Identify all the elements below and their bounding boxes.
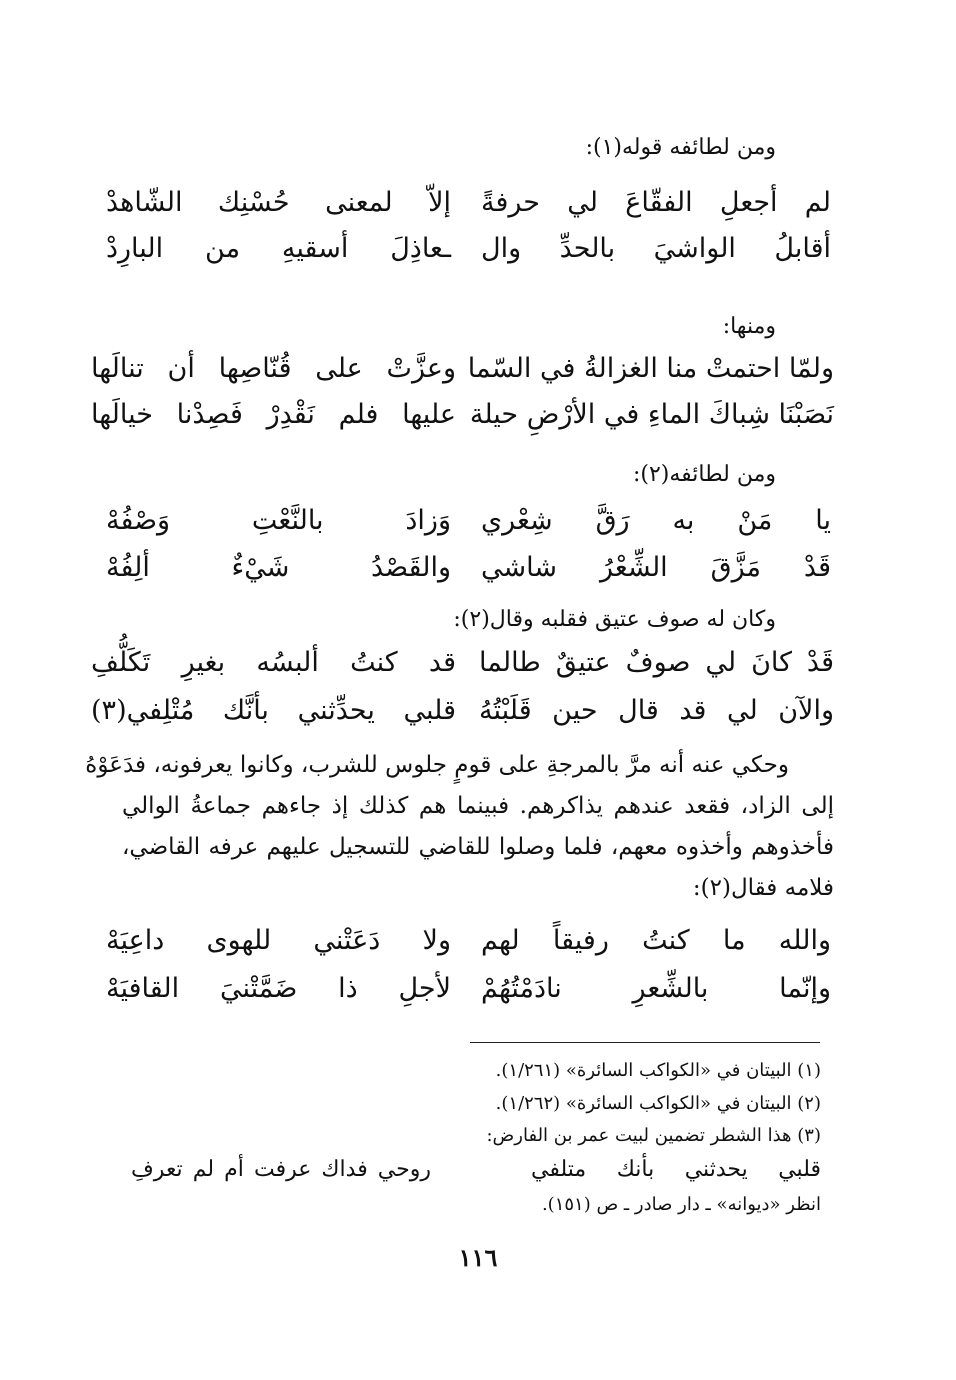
prose-line: فأخذوهم وأخذوه معهم، فلما وصلوا للقاضي للتسجيل عليهم عرفه القاضي، bbox=[122, 834, 834, 860]
verse-line bbox=[0, 346, 956, 392]
prose-line: فلامه فقال(٢): bbox=[692, 875, 834, 901]
verse-second-hemistich: قلبي يحدِّثني بأنَّك مُتْلِفي(٣) bbox=[91, 695, 456, 726]
verse-second-hemistich: قد كنتُ ألبسُه بغيرِ تَكَلُّفِ bbox=[91, 647, 456, 678]
verse-first-hemistich: قَدْ كانَ لي صوفٌ عتيقٌ طالما bbox=[479, 647, 834, 678]
prose-line: وحكي عنه أنه مرَّ بالمرجةِ على قومٍ جلوس للشرب، وكانوا يعرفونه، فدَعَوْهُ bbox=[85, 752, 789, 778]
verse-second-hemistich: ولا دَعَتْني للهوى داعِيَهْ bbox=[106, 925, 451, 956]
verse-second-hemistich: وَزادَ بالنَّعْتِ وَصْفُهْ bbox=[106, 505, 451, 536]
verse-first-hemistich: وإنّما بالشِّعرِ نادَمْتُهُمْ bbox=[481, 973, 831, 1004]
footnote-source: انظر «ديوانه» ـ دار صادر ـ ص (١٥١). bbox=[541, 1194, 821, 1215]
verse-second-hemistich: ـعاذِلَ أسقيهِ من البارِدْ bbox=[106, 233, 451, 264]
footnote-3: (٣) هذا الشطر تضمين لبيت عمر بن الفارض: bbox=[486, 1125, 821, 1146]
verse-first-hemistich: يا مَنْ به رَقَّ شِعْري bbox=[481, 505, 831, 536]
verse-line bbox=[0, 545, 956, 591]
footnote-1: (١) البيتان في «الكواكب السائرة» (١/٢٦١). bbox=[495, 1060, 821, 1081]
verse-line bbox=[0, 226, 956, 272]
verse-line bbox=[0, 966, 956, 1012]
footnote-divider bbox=[470, 1042, 820, 1043]
verse-line bbox=[0, 918, 956, 964]
verse-second-hemistich: وعزَّتْ على قُنّاصِها أن تنالَها bbox=[91, 353, 456, 384]
verse-line bbox=[0, 688, 956, 734]
verse-line bbox=[0, 392, 956, 438]
verse-first-hemistich: نَصَبْنَا شِباكَ الماءِ في الأرْضِ حيلة bbox=[469, 399, 834, 430]
verse-second-hemistich: عليها فلم نَقْدِرْ فَصِدْنا خيالَها bbox=[91, 399, 456, 430]
verse-first-hemistich: والله ما كنتُ رفيقاً لهم bbox=[481, 925, 831, 956]
verse-first-hemistich: لم أجعلِ الفقّاعَ لي حرفةً bbox=[481, 187, 831, 218]
page-number: ١١٦ bbox=[458, 1243, 498, 1272]
section-intro: ومن لطائفه قوله(١): bbox=[585, 135, 776, 160]
verse-second-hemistich: إلاّ لمعنى حُسْنِك الشّاهدْ bbox=[106, 187, 451, 218]
prose-paragraph bbox=[85, 745, 834, 909]
prose-line: إلى الزاد، فقعد عندهم يذاكرهم. فبينما هم كذلك إذ جاءهم جماعةُ الوالي bbox=[122, 793, 834, 819]
section-intro: وكان له صوف عتيق فقلبه وقال(٢): bbox=[453, 607, 776, 632]
verse-line bbox=[0, 498, 956, 544]
footnote-verse-second-hemistich: روحي فداك عرفت أم لم تعرفِ bbox=[131, 1157, 431, 1182]
verse-second-hemistich: لأجلِ ذا ضَمَّتْنيَ القافيَهْ bbox=[106, 973, 451, 1004]
verse-line bbox=[0, 640, 956, 686]
verse-first-hemistich: أقابلُ الواشيَ بالحدِّ وال bbox=[481, 233, 831, 264]
verse-first-hemistich: قَدْ مَزَّقَ الشِّعْرُ شاشي bbox=[481, 552, 831, 583]
verse-first-hemistich: ولمّا احتمتْ منا الغزالةُ في السّما bbox=[467, 353, 834, 384]
verse-line bbox=[0, 180, 956, 226]
footnote-2: (٢) البيتان في «الكواكب السائرة» (١/٢٦٢). bbox=[495, 1093, 821, 1114]
section-intro: ومنها: bbox=[722, 314, 776, 339]
verse-second-hemistich: والقَصْدُ شَيْءٌ ألِفُهْ bbox=[106, 552, 451, 583]
section-intro: ومن لطائفه(٢): bbox=[632, 462, 776, 487]
footnote-verse-first-hemistich: قلبي يحدثني بأنك متلفي bbox=[531, 1157, 821, 1182]
verse-first-hemistich: والآن لي قد قال حين قَلَبْتُهُ bbox=[479, 695, 834, 726]
